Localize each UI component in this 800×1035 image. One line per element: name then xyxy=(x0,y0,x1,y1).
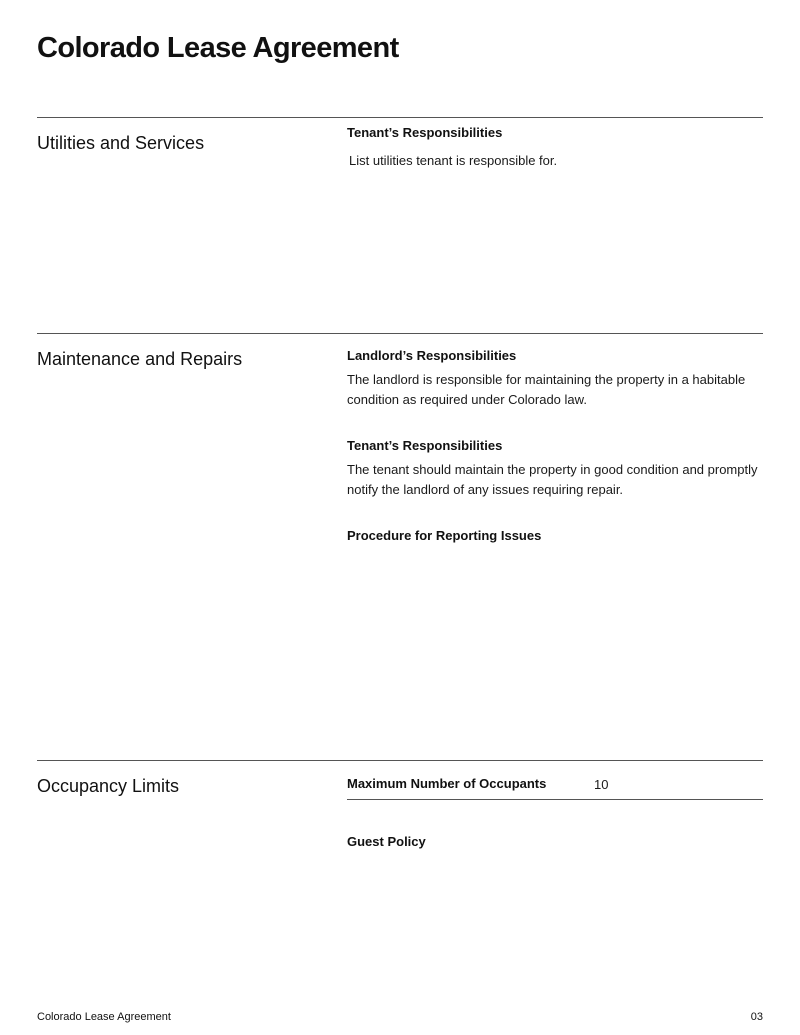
reporting-procedure-label: Procedure for Reporting Issues xyxy=(347,528,542,543)
document-title: Colorado Lease Agreement xyxy=(37,32,399,64)
guest-policy-field[interactable] xyxy=(349,858,761,988)
max-occupants-underline xyxy=(347,799,763,800)
section-divider-maintenance xyxy=(37,333,763,334)
max-occupants-label: Maximum Number of Occupants xyxy=(347,776,547,791)
section-heading-utilities: Utilities and Services xyxy=(37,133,205,153)
utilities-tenant-responsibilities-field[interactable]: List utilities tenant is responsible for. xyxy=(349,153,558,168)
section-heading-maintenance: Maintenance and Repairs xyxy=(37,349,243,369)
section-divider-occupancy xyxy=(37,760,763,761)
landlord-responsibilities-label: Landlord’s Responsibilities xyxy=(347,348,517,363)
section-divider-utilities xyxy=(37,117,763,118)
footer-document-title: Colorado Lease Agreement xyxy=(37,1011,171,1023)
reporting-procedure-field[interactable] xyxy=(349,552,761,742)
maintenance-tenant-responsibilities-text: The tenant should maintain the property in good condition and promptly notify the landlord of any issues requiring repair. xyxy=(347,462,758,497)
landlord-responsibilities-text: The landlord is responsible for maintaining the property in a habitable condition as required under Colorado law. xyxy=(347,372,746,407)
utilities-tenant-responsibilities-label: Tenant’s Responsibilities xyxy=(347,125,503,140)
section-heading-occupancy: Occupancy Limits xyxy=(37,776,180,796)
footer-page-number: 03 xyxy=(750,1011,763,1023)
max-occupants-value[interactable]: 10 xyxy=(594,777,609,792)
guest-policy-label: Guest Policy xyxy=(347,834,426,849)
maintenance-tenant-responsibilities-label: Tenant’s Responsibilities xyxy=(347,438,503,453)
